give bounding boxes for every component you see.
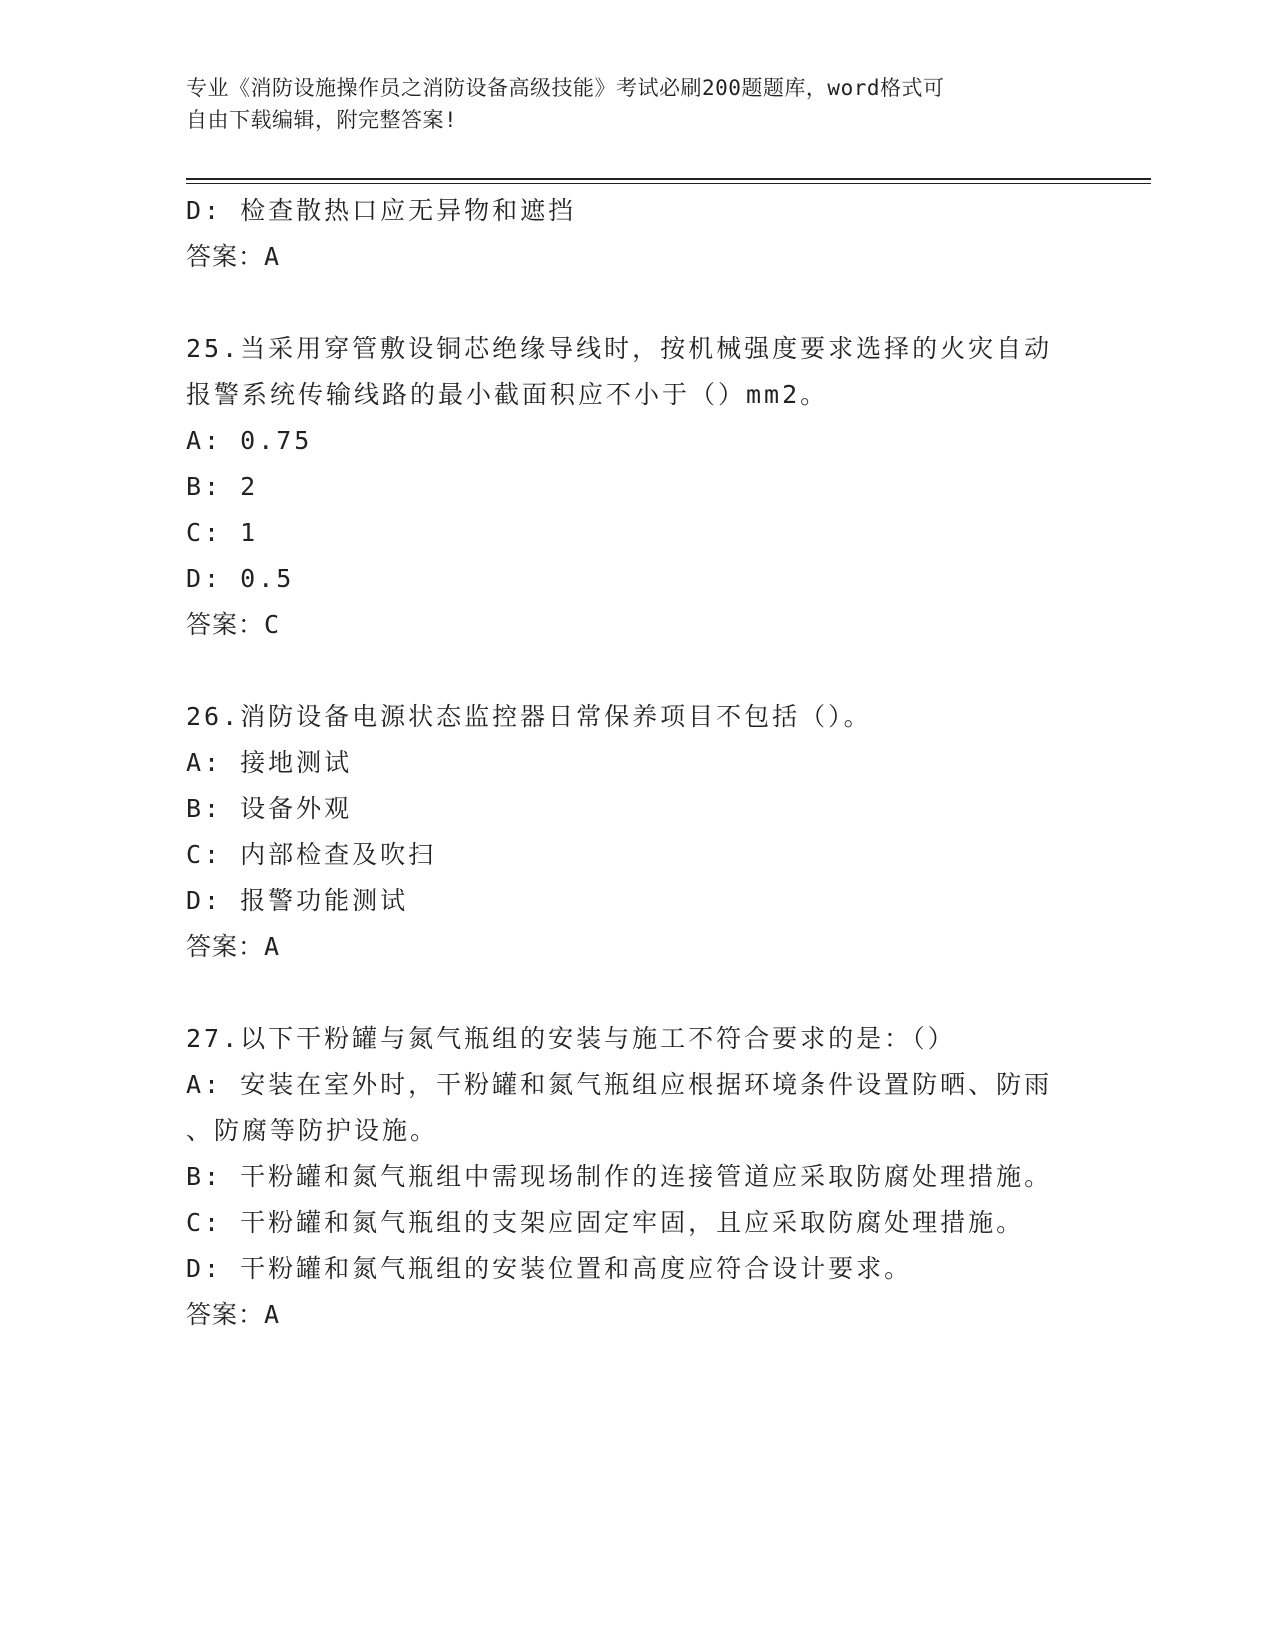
option-b: B: 干粉罐和氮气瓶组中需现场制作的连接管道应采取防腐处理措施。 (186, 1162, 1053, 1191)
previous-question-tail (186, 188, 1086, 280)
answer-line: 答案：A (186, 932, 281, 961)
option-d: D: 0.5 (186, 564, 295, 593)
document-header (186, 72, 1086, 136)
header-divider-thick (186, 178, 1151, 180)
option-c: C: 1 (186, 518, 259, 547)
option-d: D: 报警功能测试 (186, 886, 409, 915)
option-d: D: 检查散热口应无异物和遮挡 (186, 196, 577, 225)
question-list (186, 188, 1086, 1338)
spacer (186, 280, 1086, 326)
question-text: 25.当采用穿管敷设铜芯绝缘导线时，按机械强度要求选择的火灾自动 (186, 334, 1053, 363)
question-27 (186, 1016, 1086, 1338)
option-d: D: 干粉罐和氮气瓶组的安装位置和高度应符合设计要求。 (186, 1254, 913, 1283)
question-25 (186, 326, 1086, 648)
spacer (186, 648, 1086, 694)
option-c: C: 干粉罐和氮气瓶组的支架应固定牢固，且应采取防腐处理措施。 (186, 1208, 1025, 1237)
answer-line: 答案：C (186, 610, 281, 639)
question-text: 26.消防设备电源状态监控器日常保养项目不包括（）。 (186, 702, 872, 731)
header-line-1: 专业《消防设施操作员之消防设备高级技能》考试必刷200题题库，word格式可 (186, 76, 945, 100)
option-b: B: 设备外观 (186, 794, 353, 823)
option-a: A: 安装在室外时，干粉罐和氮气瓶组应根据环境条件设置防晒、防雨 (186, 1070, 1053, 1099)
header-divider-thin (186, 183, 1151, 184)
spacer (186, 970, 1086, 1016)
answer-line: 答案：A (186, 242, 281, 271)
option-a: A: 0.75 (186, 426, 313, 455)
option-a-continued: 、防腐等防护设施。 (186, 1116, 439, 1145)
question-26 (186, 694, 1086, 970)
option-c: C: 内部检查及吹扫 (186, 840, 437, 869)
answer-line: 答案：A (186, 1300, 281, 1329)
question-text: 27.以下干粉罐与氮气瓶组的安装与施工不符合要求的是：（） (186, 1024, 956, 1053)
header-line-2: 自由下载编辑，附完整答案! (186, 108, 458, 132)
question-text: 报警系统传输线路的最小截面积应不小于（）mm2。 (186, 380, 829, 409)
option-a: A: 接地测试 (186, 748, 353, 777)
option-b: B: 2 (186, 472, 259, 501)
